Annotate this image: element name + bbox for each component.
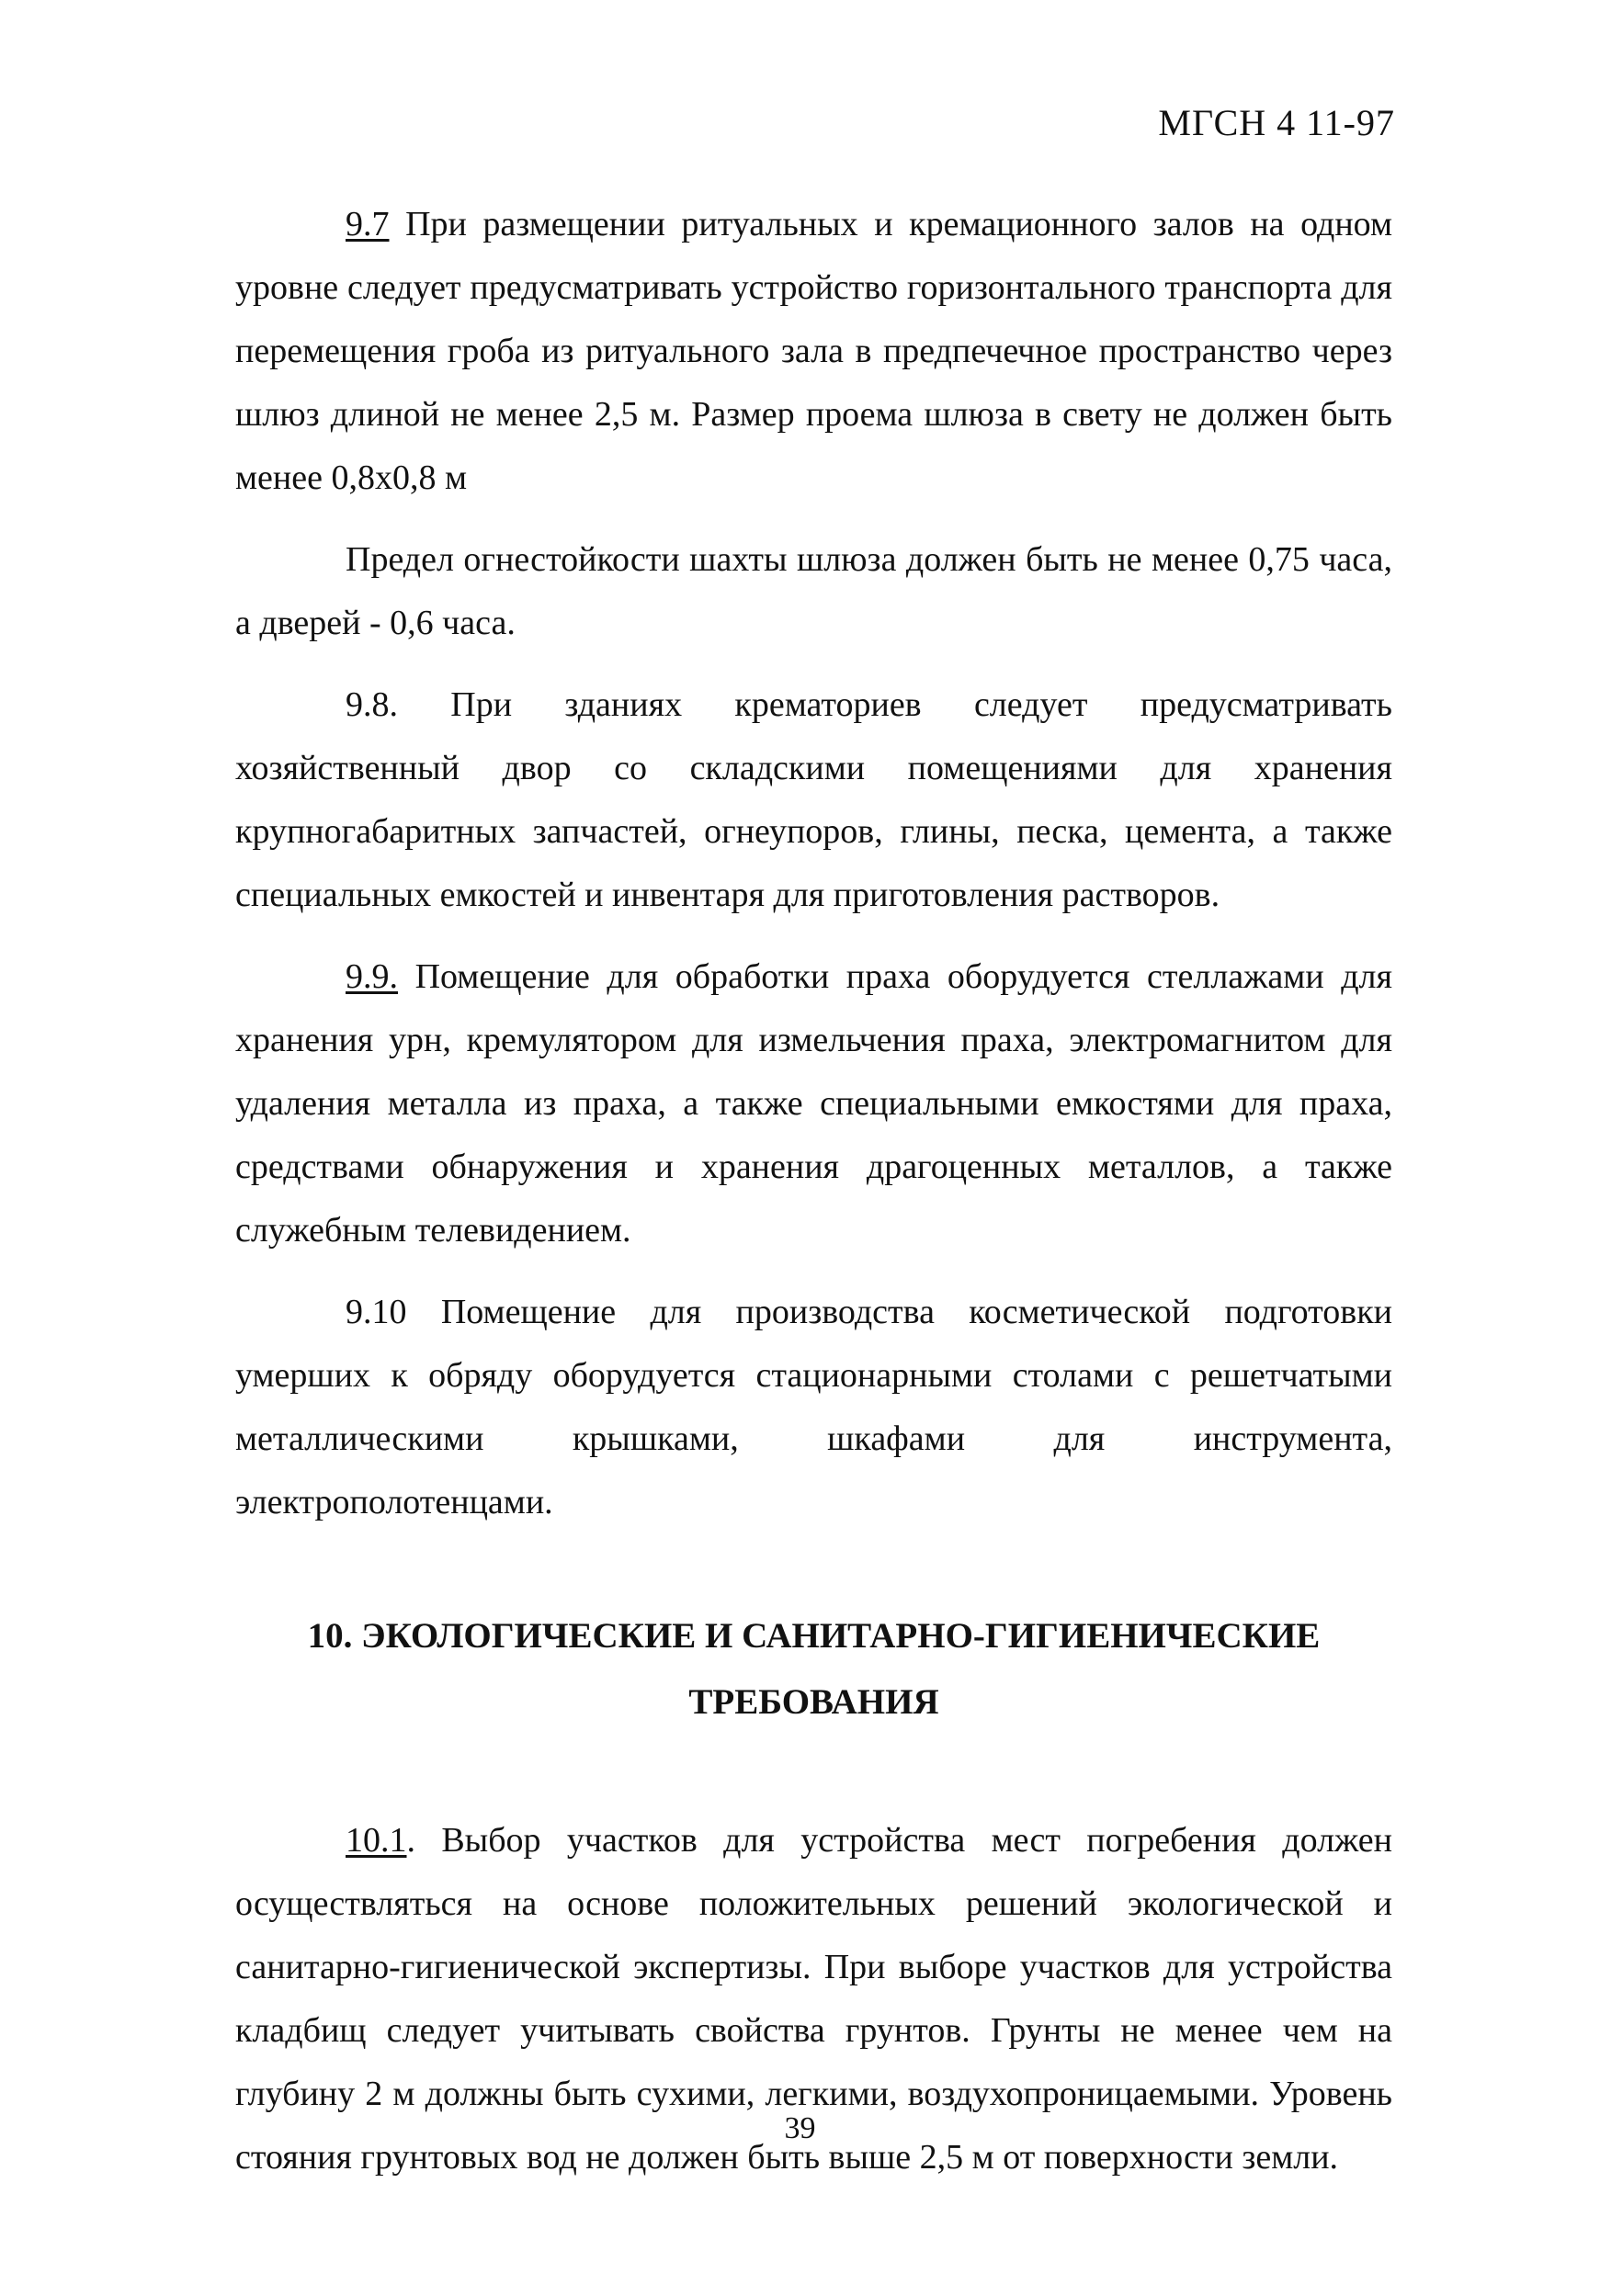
clause-number: 9.9. [346, 957, 398, 996]
paragraph-text: Помещение для обработки праха оборудуется стеллажами для хранения урн, кремулятором для измельчения праха, электромагнитом для удаления металла из праха, а также специальными емкостями для праха, средствами обнаружения и хранения драгоценных металлов, а также служебным телевидением. [235, 957, 1392, 1250]
section-heading-line-2: ТРЕБОВАНИЯ [688, 1682, 939, 1722]
clause-number: 9.10 [346, 1293, 407, 1331]
document-code: МГСН 4 11-97 [1158, 102, 1395, 143]
paragraph-9-9 [235, 945, 1392, 1262]
paragraph-text: Помещение для производства косметической подготовки умерших к обряду оборудуется стационарными столами с решетчатыми металлическими крышками, шкафами для инструмента, электрополотенцами. [235, 1293, 1392, 1521]
paragraph-9-7 [235, 193, 1392, 510]
page-body [235, 193, 1392, 2208]
section-heading-line-1: 10. ЭКОЛОГИЧЕСКИЕ И САНИТАРНО-ГИГИЕНИЧЕСКИЕ [307, 1616, 1321, 1656]
paragraph-text: При зданиях крематориев следует предусматривать хозяйственный двор со складскими помещениями для хранения крупногабаритных запчастей, огнеупоров, глины, песка, цемента, а также специальных емкостей и инвентаря для приготовления растворов. [235, 685, 1392, 914]
paragraph-text: При размещении ритуальных и кремационного залов на одном уровне следует предусматривать устройство горизонтального транспорта для перемещения гроба из ритуального зала в предпечечное пространство через шлюз длиной не менее 2,5 м. Размер проема шлюза в свету не должен быть менее 0,8х0,8 м [235, 205, 1392, 497]
section-heading [235, 1603, 1392, 1736]
paragraph-text: Предел огнестойкости шахты шлюза должен быть не менее 0,75 часа, а дверей - 0,6 часа. [235, 540, 1392, 642]
page-number: 39 [784, 2111, 816, 2145]
clause-number: 9.7 [346, 205, 390, 243]
clause-number: 9.8. [346, 685, 398, 724]
paragraph-9-10 [235, 1281, 1392, 1534]
paragraph-text: . Выбор участков для устройства мест погребения должен осуществляться на основе положительных решений экологической и санитарно-гигиенической экспертизы. При выборе участков для устройства кладбищ следует учитывать свойства грунтов. Грунты не менее чем на глубину 2 м должны быть сухими, легкими, воздухопроницаемыми. Уровень стояния грунтовых вод не должен быть выше 2,5 м от поверхности земли. [235, 1821, 1392, 2177]
paragraph-9-7-fire-resistance [235, 528, 1392, 655]
clause-number: 10.1 [346, 1821, 407, 1860]
paragraph-9-8 [235, 673, 1392, 927]
